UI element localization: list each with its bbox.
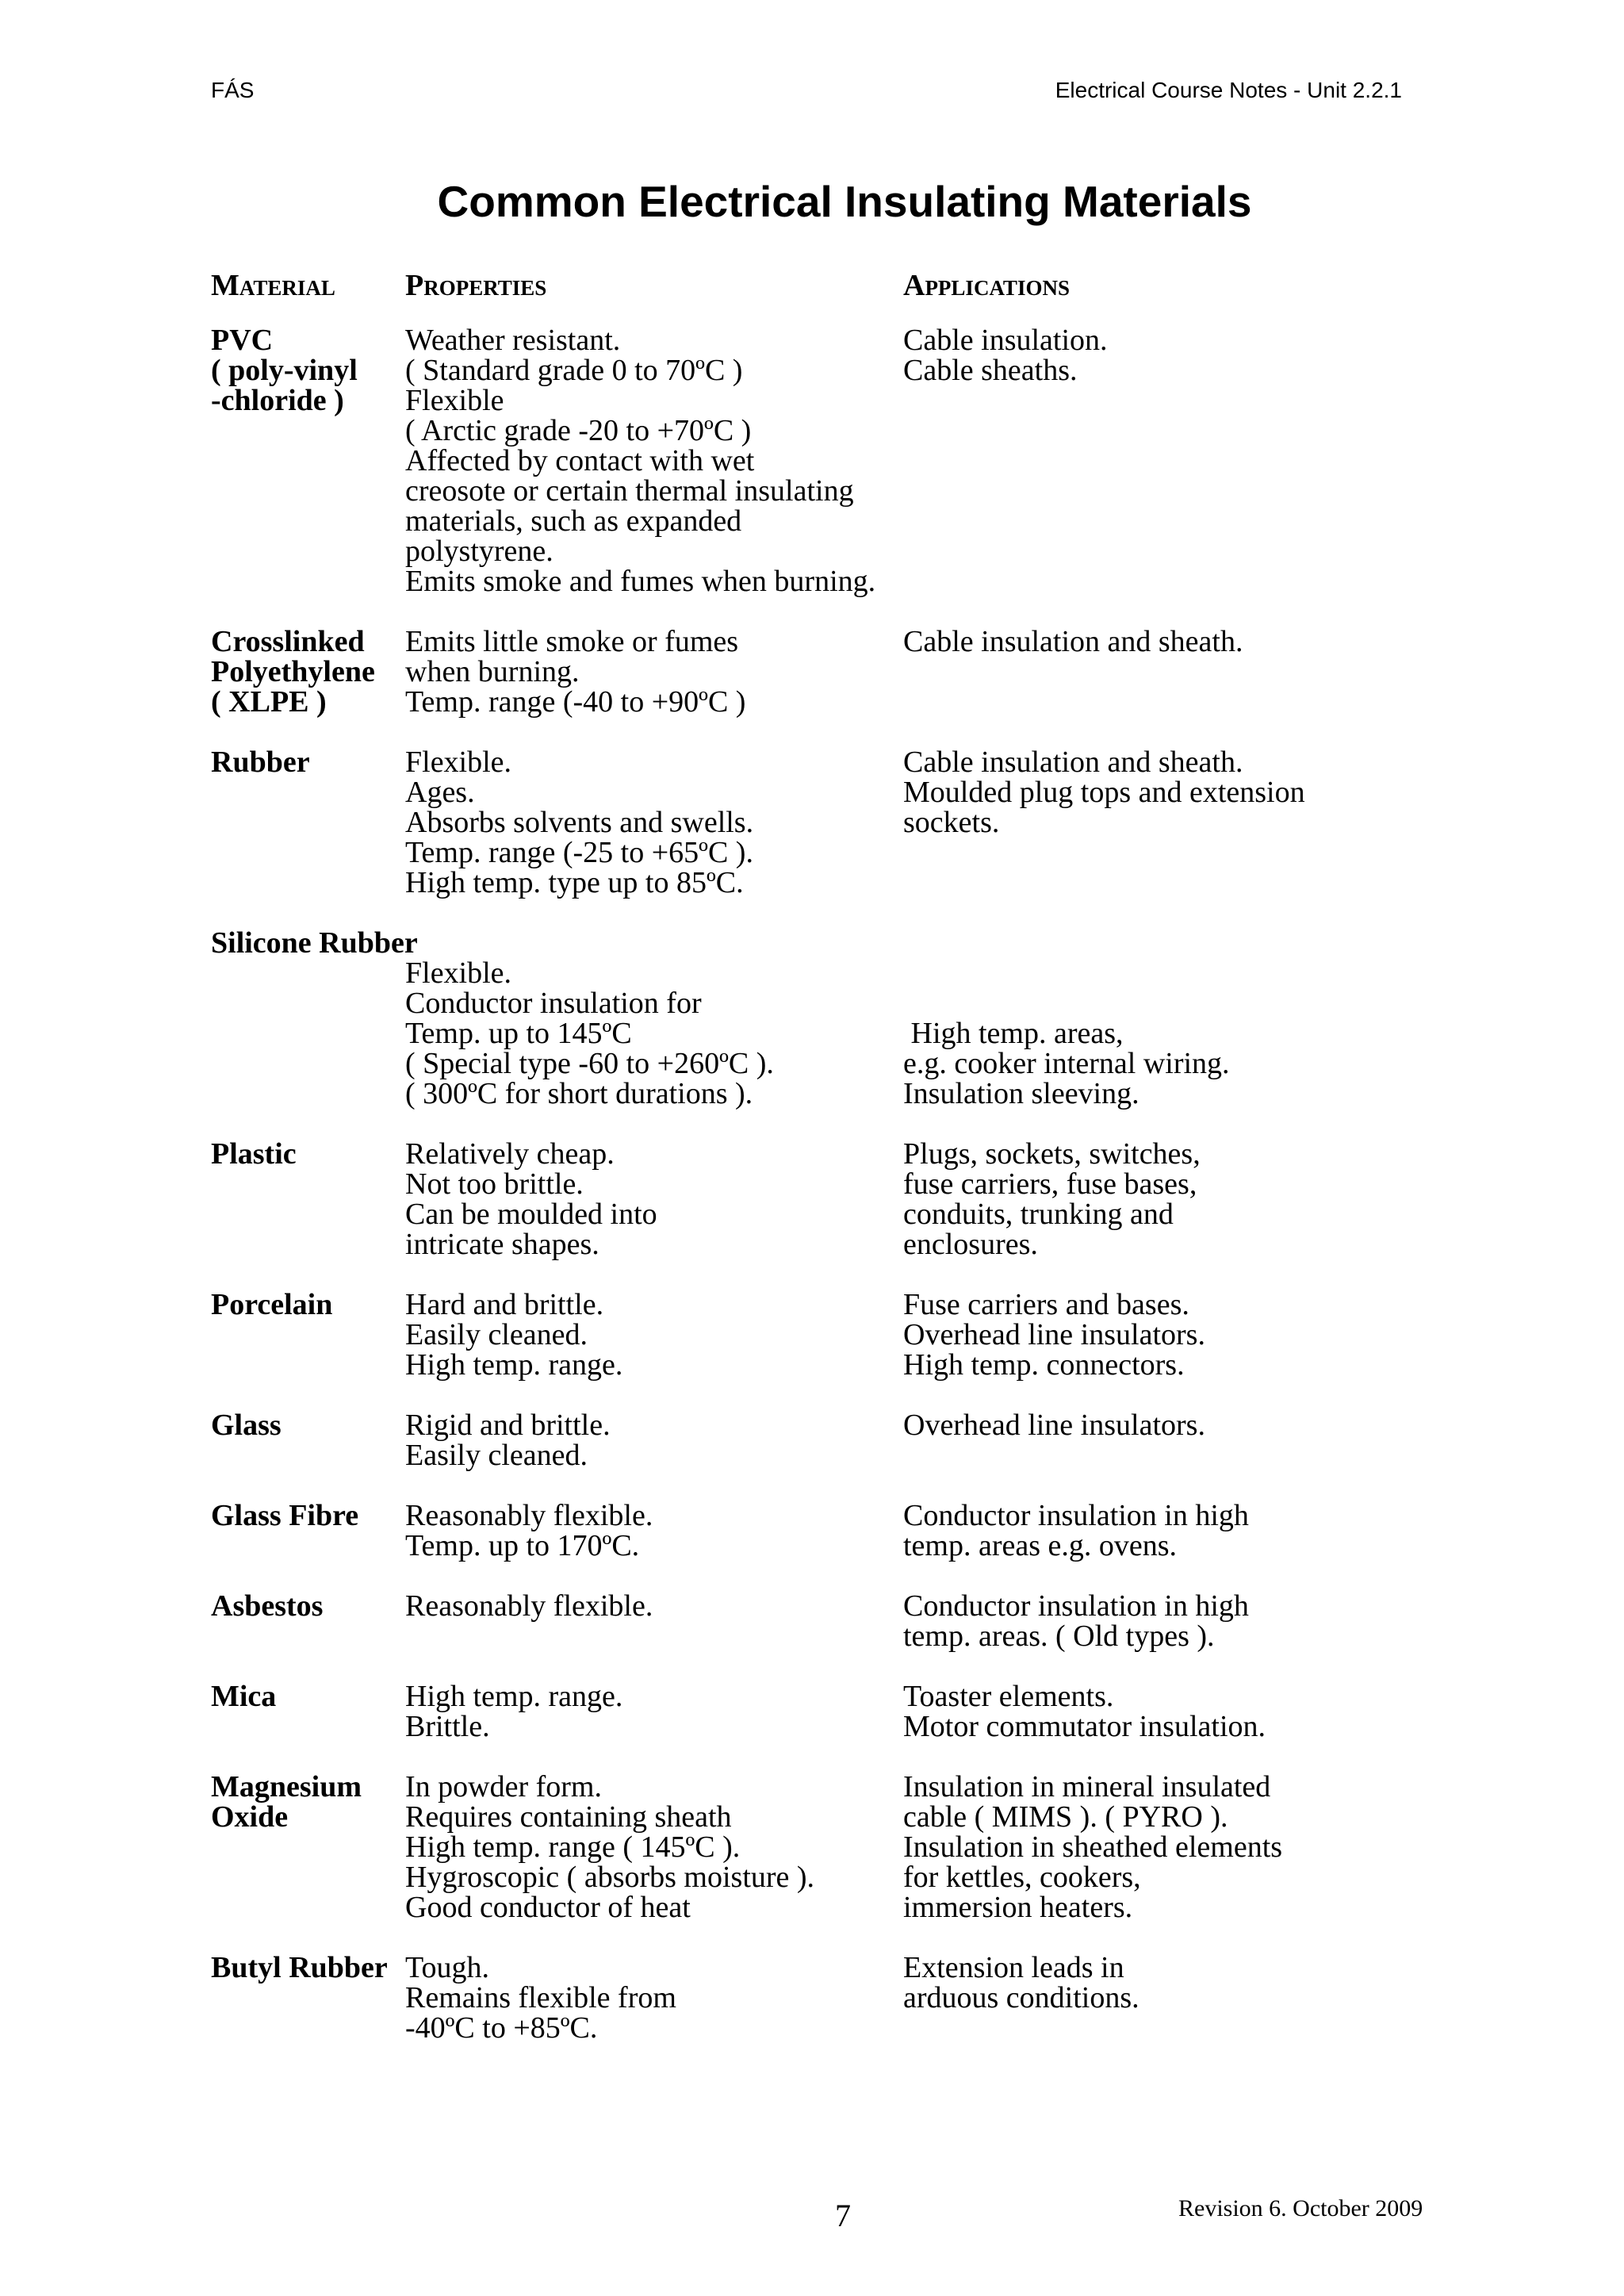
properties-text-line: Easily cleaned. — [405, 1439, 588, 1472]
material-name — [211, 1139, 405, 1259]
properties-text-line: Remains flexible from — [405, 1981, 676, 2014]
table-row — [211, 1139, 1448, 1259]
applications-text-line: fuse carriers, fuse bases, — [903, 1167, 1197, 1201]
material-name — [211, 928, 1448, 958]
properties-text-line: Reasonably flexible. — [405, 1499, 653, 1532]
table-row — [211, 747, 1448, 898]
applications-text — [903, 325, 1448, 596]
table-row — [211, 1772, 1448, 1922]
applications-text — [903, 958, 1448, 1109]
properties-text — [405, 1953, 903, 2043]
applications-text-line: High temp. connectors. — [903, 1348, 1185, 1382]
material-name — [211, 1772, 405, 1922]
applications-text-line: Fuse carriers and bases. — [903, 1288, 1189, 1321]
properties-text — [405, 1772, 903, 1922]
applications-text — [903, 1681, 1448, 1742]
properties-text-line: polystyrene. — [405, 535, 553, 568]
applications-text-line: sockets. — [903, 806, 1000, 839]
applications-text-line: Conductor insulation in high — [903, 1589, 1249, 1623]
properties-text-line: Reasonably flexible. — [405, 1589, 653, 1623]
properties-text — [405, 627, 903, 717]
table-row — [211, 1681, 1448, 1742]
properties-text-line: creosote or certain thermal insulating — [405, 474, 854, 508]
applications-text — [903, 1139, 1448, 1259]
applications-text-line: Toaster elements. — [903, 1680, 1114, 1713]
properties-text-line: Conductor insulation for — [405, 987, 702, 1020]
page-number: 7 — [835, 2198, 851, 2233]
applications-text-line: High temp. areas, — [903, 1017, 1124, 1050]
table-row — [211, 325, 1448, 596]
applications-text-line: enclosures. — [903, 1228, 1038, 1261]
properties-text-line: Temp. up to 170ºC. — [405, 1529, 640, 1562]
material-name-line: Oxide — [211, 1800, 289, 1834]
material-name-line: Porcelain — [211, 1288, 333, 1321]
properties-text-line: Can be moulded into — [405, 1198, 657, 1231]
material-name-line: Plastic — [211, 1137, 297, 1171]
material-name-line: Polyethylene — [211, 655, 375, 688]
properties-text-line: Not too brittle. — [405, 1167, 584, 1201]
applications-text — [903, 627, 1448, 717]
applications-text — [903, 1953, 1448, 2043]
applications-text-line: Overhead line insulators. — [903, 1318, 1205, 1351]
material-name — [211, 325, 405, 596]
table-row — [211, 1591, 1448, 1651]
material-name-line: Rubber — [211, 746, 310, 779]
properties-text — [405, 1410, 903, 1470]
applications-text-line: Insulation in mineral insulated — [903, 1770, 1271, 1803]
material-name-line: Asbestos — [211, 1589, 324, 1623]
applications-text-line: immersion heaters. — [903, 1891, 1133, 1924]
applications-text-line: Insulation sleeving. — [903, 1077, 1139, 1110]
applications-text — [903, 1591, 1448, 1651]
applications-text-line: conduits, trunking and — [903, 1198, 1174, 1231]
properties-text-line: Ages. — [405, 776, 475, 809]
properties-text-line: Flexible. — [405, 956, 512, 990]
header-left: FÁS — [211, 78, 255, 102]
applications-text-line: Insulation in sheathed elements — [903, 1830, 1283, 1864]
properties-text-line: Good conductor of heat — [405, 1891, 691, 1924]
properties-text-line: Flexible — [405, 384, 504, 417]
properties-text-line: Temp. range (-40 to +90ºC ) — [405, 685, 746, 719]
properties-text — [405, 1139, 903, 1259]
material-name — [211, 627, 405, 717]
properties-text-line: intricate shapes. — [405, 1228, 599, 1261]
material-name-line: Crosslinked — [211, 625, 365, 658]
properties-text-line: ( 300ºC for short durations ). — [405, 1077, 753, 1110]
material-name-line: ( XLPE ) — [211, 685, 327, 719]
properties-text-line: Relatively cheap. — [405, 1137, 615, 1171]
applications-text-line: for kettles, cookers, — [903, 1861, 1141, 1894]
properties-text-line: when burning. — [405, 655, 580, 688]
applications-text — [903, 1772, 1448, 1922]
revision-note: Revision 6. October 2009 — [1178, 2195, 1423, 2221]
applications-text — [903, 747, 1448, 898]
material-name-line: Glass Fibre — [211, 1499, 359, 1532]
column-header-properties: Properties — [405, 269, 547, 302]
material-name — [211, 1410, 405, 1470]
properties-text-line: High temp. range. — [405, 1680, 623, 1713]
applications-text-line — [903, 958, 1448, 988]
material-name-line: Butyl Rubber — [211, 1951, 388, 1984]
properties-text-line: Flexible. — [405, 746, 512, 779]
applications-text-line: Overhead line insulators. — [903, 1409, 1205, 1442]
header-right: Electrical Course Notes - Unit 2.2.1 — [1055, 78, 1402, 102]
column-header-applications: Applications — [903, 269, 1070, 302]
properties-text — [405, 1681, 903, 1742]
properties-text-line: Temp. up to 145ºC — [405, 1017, 632, 1050]
material-name-line: -chloride ) — [211, 384, 344, 417]
materials-table — [211, 325, 1448, 2073]
properties-text-line: High temp. range. — [405, 1348, 623, 1382]
material-name-line: Glass — [211, 1409, 282, 1442]
material-name — [211, 747, 405, 898]
properties-text-line: High temp. type up to 85ºC. — [405, 866, 744, 899]
applications-text — [903, 1290, 1448, 1380]
applications-text-line: Cable insulation and sheath. — [903, 746, 1243, 779]
properties-text-line: Hygroscopic ( absorbs moisture ). — [405, 1861, 815, 1894]
material-name-line: ( poly-vinyl — [211, 354, 358, 387]
applications-text-line: Cable insulation and sheath. — [903, 625, 1243, 658]
material-name — [211, 1953, 405, 2043]
applications-text-line: Moulded plug tops and extension — [903, 776, 1305, 809]
applications-text-line: Conductor insulation in high — [903, 1499, 1249, 1532]
material-name — [211, 1591, 405, 1651]
properties-text-line: -40ºC to +85ºC. — [405, 2011, 598, 2045]
properties-text-line: Tough. — [405, 1951, 490, 1984]
properties-text-line: Rigid and brittle. — [405, 1409, 611, 1442]
properties-text — [405, 747, 903, 898]
material-name-line: PVC — [211, 324, 274, 357]
properties-text-line: In powder form. — [405, 1770, 602, 1803]
properties-text-line: materials, such as expanded — [405, 504, 742, 538]
properties-text — [405, 1591, 903, 1651]
properties-text-line: Emits smoke and fumes when burning. — [405, 565, 876, 598]
material-name-line: Magnesium — [211, 1770, 362, 1803]
applications-text-line: Plugs, sockets, switches, — [903, 1137, 1201, 1171]
properties-text-line: Temp. range (-25 to +65ºC ). — [405, 836, 753, 869]
applications-text-line: cable ( MIMS ). ( PYRO ). — [903, 1800, 1228, 1834]
applications-text-line: e.g. cooker internal wiring. — [903, 1047, 1230, 1080]
applications-text-line: Cable insulation. — [903, 324, 1108, 357]
page-title: Common Electrical Insulating Materials — [437, 177, 1252, 226]
table-row — [211, 928, 1448, 1109]
properties-text-line: ( Special type -60 to +260ºC ). — [405, 1047, 774, 1080]
applications-text-line: temp. areas. ( Old types ). — [903, 1619, 1215, 1653]
table-row — [211, 1501, 1448, 1561]
material-name — [211, 1290, 405, 1380]
properties-text — [405, 1501, 903, 1561]
material-name — [211, 1681, 405, 1742]
material-name-line: Silicone Rubber — [211, 926, 418, 960]
properties-text-line: Requires containing sheath — [405, 1800, 732, 1834]
properties-text-line: Weather resistant. — [405, 324, 621, 357]
properties-text-line: ( Standard grade 0 to 70ºC ) — [405, 354, 743, 387]
properties-text-line: High temp. range ( 145ºC ). — [405, 1830, 741, 1864]
properties-text-line: Brittle. — [405, 1710, 490, 1743]
applications-text-line: temp. areas e.g. ovens. — [903, 1529, 1178, 1562]
properties-text-line: ( Arctic grade -20 to +70ºC ) — [405, 414, 752, 447]
properties-text-line: Absorbs solvents and swells. — [405, 806, 754, 839]
table-row-body — [211, 958, 1448, 1109]
indent-spacer — [211, 958, 405, 1109]
properties-text-line: Easily cleaned. — [405, 1318, 588, 1351]
table-row — [211, 627, 1448, 717]
properties-text — [405, 1290, 903, 1380]
material-name — [211, 1501, 405, 1561]
applications-text-line: Extension leads in — [903, 1951, 1124, 1984]
applications-text — [903, 1410, 1448, 1470]
applications-text-line — [903, 988, 1448, 1018]
applications-text — [903, 1501, 1448, 1561]
applications-text-line: arduous conditions. — [903, 1981, 1139, 2014]
applications-text-line: Motor commutator insulation. — [903, 1710, 1266, 1743]
column-header-material: Material — [211, 269, 335, 302]
properties-text-line: Affected by contact with wet — [405, 444, 755, 477]
table-row — [211, 1953, 1448, 2043]
table-row — [211, 1410, 1448, 1470]
properties-text-line: Emits little smoke or fumes — [405, 625, 739, 658]
properties-text-line: Hard and brittle. — [405, 1288, 604, 1321]
properties-text — [405, 958, 903, 1109]
applications-text-line: Cable sheaths. — [903, 354, 1078, 387]
table-row — [211, 1290, 1448, 1380]
properties-text — [405, 325, 903, 596]
material-name-line: Mica — [211, 1680, 277, 1713]
